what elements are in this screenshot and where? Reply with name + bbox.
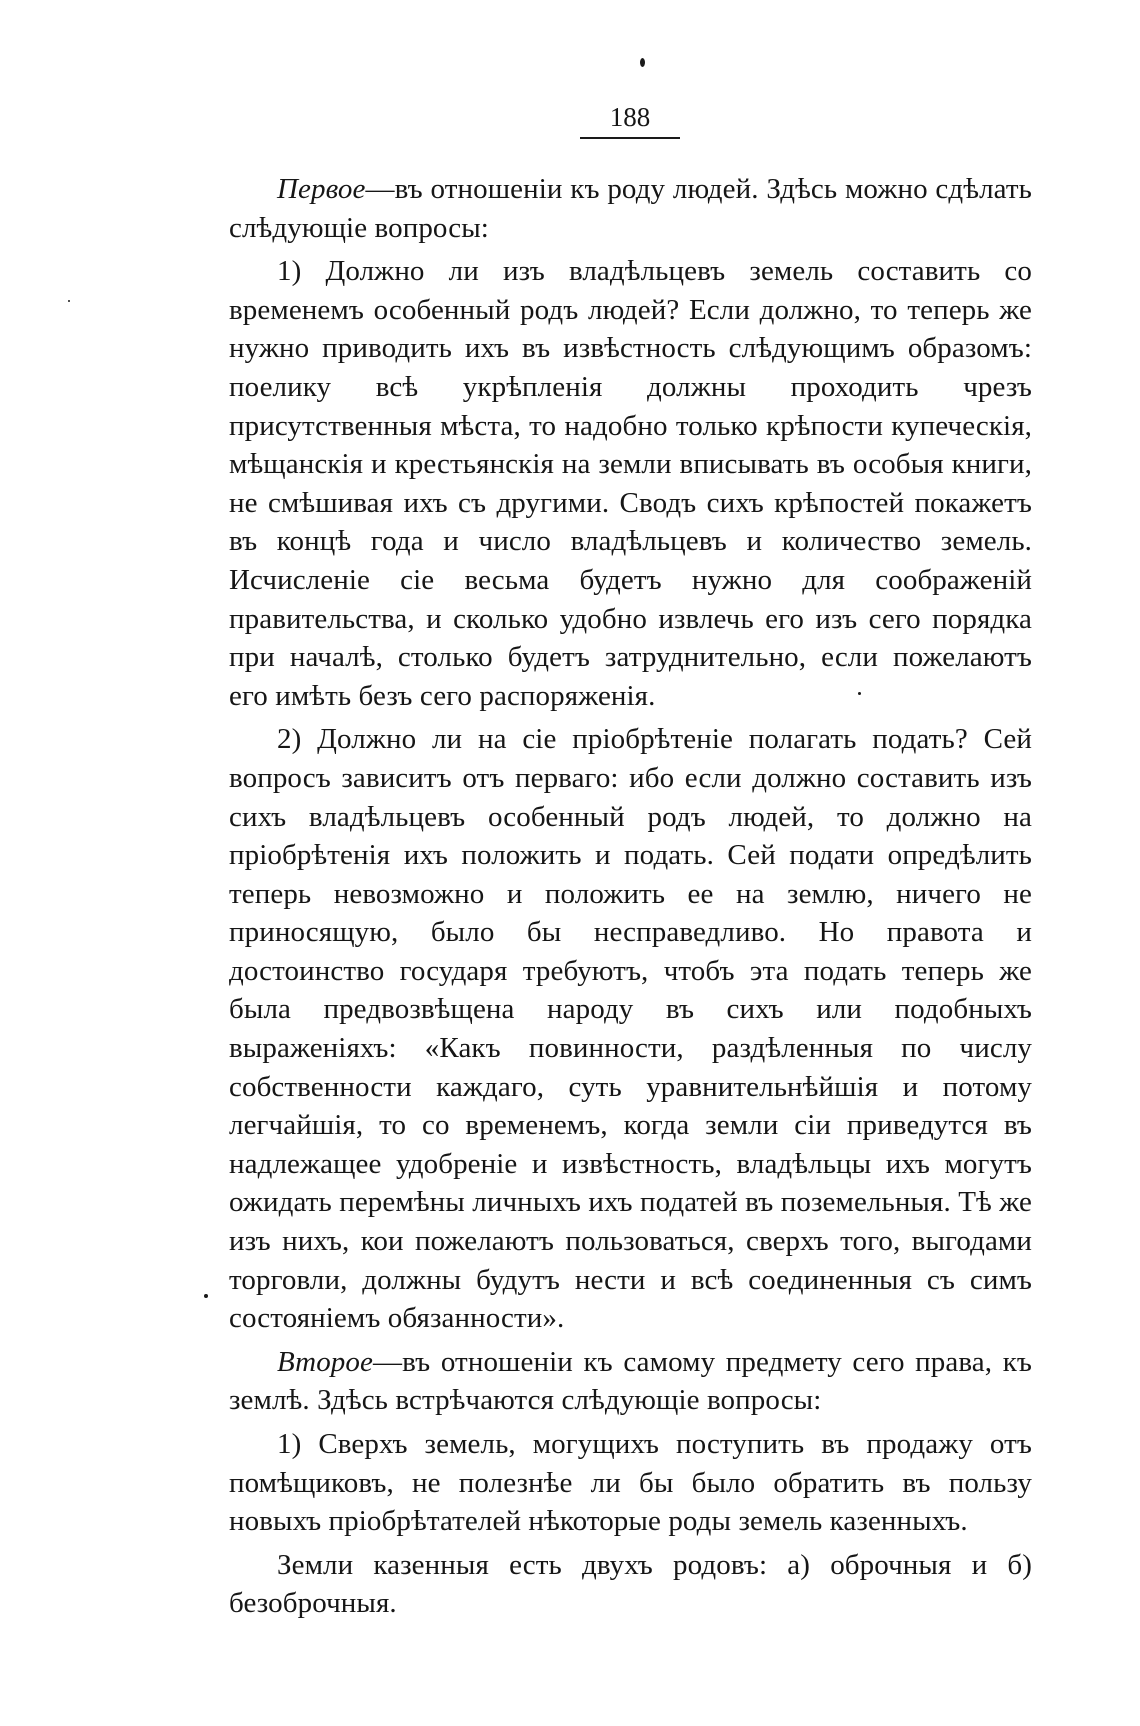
paragraph-question-1: [229, 252, 1032, 715]
ink-speck: [204, 1294, 208, 1298]
paragraph-text: 1) Должно ли изъ владѣльцевъ земель составить со временемъ особенный родъ людей? Если должно, то теперь же нужно приводить ихъ въ извѣстность слѣдующимъ образомъ: поелику всѣ укрѣпленія должны проходить чрезъ присутственныя мѣста, то надобно только крѣпости купеческія, мѣщанскія и крестьянскія на земли вписывать въ особыя книги, не смѣшивая ихъ съ другими. Сводъ сихъ крѣпостей покажетъ въ концѣ года и число владѣльцевъ и количество земель. Исчисленіе сіе весьма будетъ нужно для соображеній правительства, и сколько удобно извлечь его изъ сего порядка при началѣ, столько будетъ затруднительно, если пожелаютъ его имѣть безъ сего распоряженія.: [229, 255, 1032, 712]
body-text: [229, 170, 1032, 1623]
paragraph-question-land-1: [229, 1425, 1032, 1541]
paragraph-second-heading: [229, 1343, 1032, 1420]
paragraph-lead-first: Первое: [277, 173, 366, 205]
ink-speck: [68, 300, 70, 302]
paragraph-text: —въ отношеніи къ самому предмету сего права, къ землѣ. Здѣсь встрѣчаются слѣдующіе вопросы:: [229, 1345, 1032, 1417]
paragraph-text: Земли казенныя есть двухъ родовъ: а) оброчныя и б) безоброчныя.: [229, 1548, 1032, 1620]
paragraph-lead-second: Второе: [277, 1345, 373, 1378]
paragraph-text: —въ отношеніи къ роду людей. Здѣсь можно сдѣлать слѣдующіе вопросы:: [229, 173, 1032, 244]
page-number: 188: [609, 102, 651, 132]
ink-speck: [640, 58, 645, 67]
paragraph-text: 2) Должно ли на сіе пріобрѣтеніе полагать подать? Сей вопросъ зависитъ отъ перваго: ибо если должно составить изъ сихъ владѣльцевъ особенный родъ людей, то должно на пріобрѣтенія ихъ положить и подать. Сей подати опредѣлить теперь невозможно и положить ее на землю, ничего не приносящую, было бы несправедливо. Но правота и достоинство государя требуютъ, чтобъ эта подать теперь же была предвозвѣщена народу въ сихъ или подобныхъ выраженіяхъ: «Какъ повинности, раздѣленныя по числу собственности каждаго, суть уравнительнѣйшія и потому легчайшія, то со временемъ, когда земли сіи приведутся въ надлежащее удобреніе и извѣстность, владѣльцы ихъ могутъ ожидать перемѣны личныхъ ихъ податей въ поземельныя. Тѣ же изъ нихъ, кои пожелаютъ пользоваться, сверхъ того, выгодами торговли, должны будутъ нести и всѣ соединенныя съ симъ состояніемъ обязанности».: [229, 723, 1032, 1335]
paragraph-land-kinds: [229, 1546, 1032, 1623]
page-number-rule: [580, 137, 680, 139]
paragraph-text: 1) Сверхъ земель, могущихъ поступить въ продажу отъ помѣщиковъ, не полезнѣе ли бы было обратить въ пользу новыхъ пріобрѣтателей нѣкоторые роды земель казенныхъ.: [229, 1428, 1032, 1538]
paragraph-question-2: [229, 720, 1032, 1338]
paragraph-first-heading: [229, 170, 1032, 247]
